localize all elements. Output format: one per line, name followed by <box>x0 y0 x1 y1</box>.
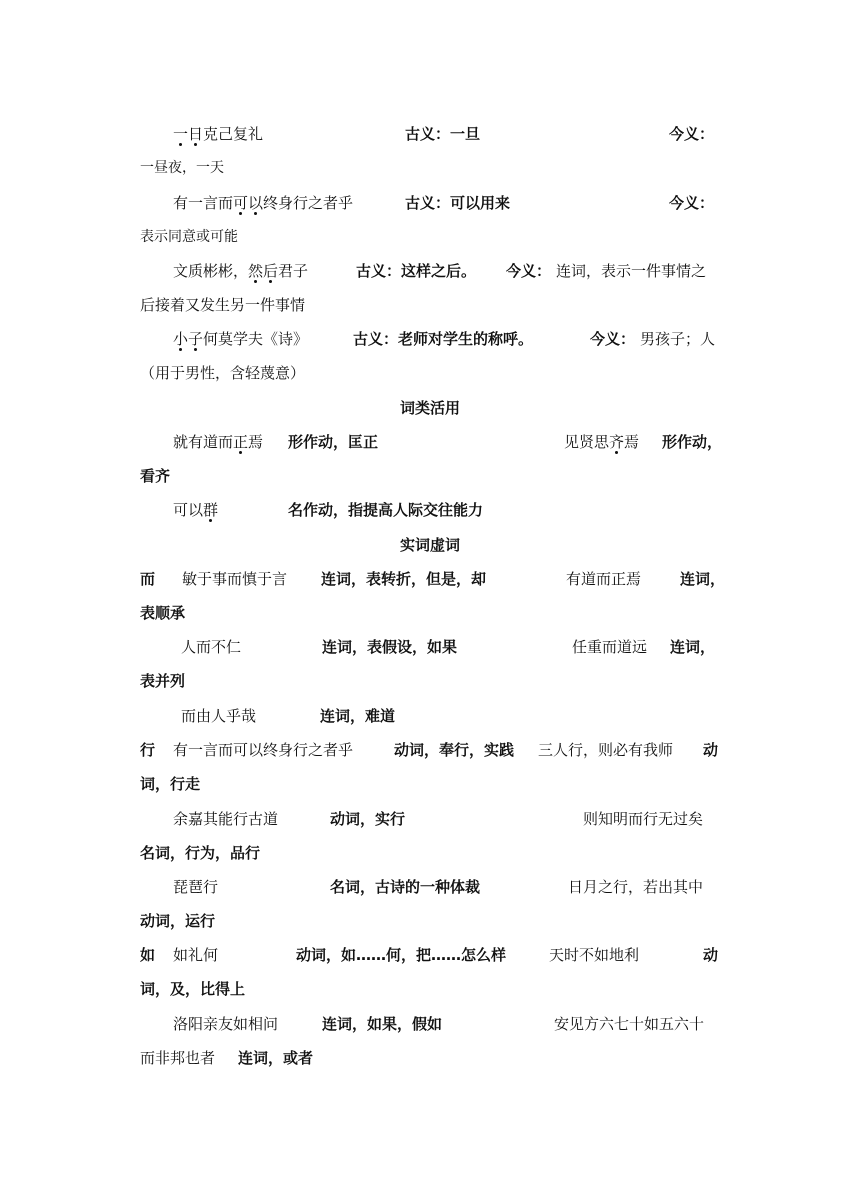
line-14 <box>140 634 720 660</box>
line-2 <box>140 155 720 181</box>
new-meaning-label: 今义： <box>590 330 636 348</box>
gloss-cont: 看齐 <box>140 467 171 485</box>
line-1 <box>140 121 720 147</box>
example-text: 就有道而正焉 <box>173 429 263 455</box>
example-text-2: 见贤思齐焉 <box>564 429 639 455</box>
new-meaning-text: （用于男性，含轻蔑意） <box>140 364 306 382</box>
gloss: 名词，古诗的一种体裁 <box>330 878 481 896</box>
gloss-cont: 表顺承 <box>140 604 186 622</box>
old-meaning: 古义：老师对学生的称呼。 <box>353 330 534 348</box>
new-meaning-label: 今义： <box>669 125 715 143</box>
line-11 <box>140 497 720 523</box>
example-text: 人而不仁 <box>181 638 242 656</box>
line-18 <box>140 771 720 797</box>
heading-content-function-words: 实词虚词 <box>399 536 460 554</box>
old-meaning: 古义：可以用来 <box>405 194 511 212</box>
line-3 <box>140 190 720 216</box>
example-text: 敏于事而慎于言 <box>182 570 288 588</box>
line-17 <box>140 737 720 763</box>
line-10 <box>140 463 720 489</box>
line-8 <box>140 360 720 386</box>
line-4 <box>140 224 720 250</box>
example-text: 可以群 <box>173 497 218 523</box>
new-meaning-text: 一昼夜，一天 <box>140 160 224 176</box>
example-text: 小子何莫学夫《诗》 <box>173 326 308 352</box>
example-text: 有一言而可以终身行之者乎 <box>173 741 354 759</box>
line-9 <box>140 429 723 455</box>
example-text-2: 安见方六七十如五六十 <box>554 1015 705 1033</box>
gloss-cont: 动词，运行 <box>140 912 216 930</box>
line-20 <box>140 840 720 866</box>
gloss-cont: 词，及，比得上 <box>140 980 246 998</box>
line-26 <box>140 1045 720 1071</box>
example-text-2: 天时不如地利 <box>549 946 640 964</box>
gloss: 动词，如……何，把……怎么样 <box>296 946 507 964</box>
new-meaning-label: 今义： <box>506 262 552 280</box>
gloss: 连词，或者 <box>238 1049 314 1067</box>
gloss: 连词，如果，假如 <box>322 1015 443 1033</box>
line-24 <box>140 976 720 1002</box>
gloss: 动词，实行 <box>330 810 406 828</box>
gloss: 形作动，匡正 <box>288 433 379 451</box>
example-text: 琵琶行 <box>173 878 219 896</box>
line-19 <box>140 806 720 832</box>
gloss: 连词，表假设，如果 <box>322 638 458 656</box>
example-text-2: 任重而道远 <box>572 638 648 656</box>
line-16 <box>140 703 720 729</box>
gloss: 名作动，指提高人际交往能力 <box>288 501 484 519</box>
example-text-2: 则知明而行无过矣 <box>583 810 704 828</box>
line-6 <box>140 292 720 318</box>
gloss-2: 连词， <box>680 570 726 588</box>
line-7 <box>140 326 720 352</box>
example-text-cont: 而非邦也者 <box>140 1049 216 1067</box>
line-25 <box>140 1011 720 1037</box>
line-22 <box>140 908 720 934</box>
example-text: 洛阳亲友如相问 <box>173 1015 279 1033</box>
gloss: 动词，奉行，实践 <box>394 741 515 759</box>
section-heading <box>140 532 720 558</box>
new-meaning-text: 男孩子；人 <box>640 330 716 348</box>
gloss-2: 连词， <box>670 638 716 656</box>
section-heading <box>140 395 720 421</box>
entry-char: 行 <box>140 741 156 759</box>
example-text-2: 三人行，则必有我师 <box>538 741 674 759</box>
example-text: 而由人乎哉 <box>181 707 257 725</box>
new-meaning-label: 今义： <box>669 194 715 212</box>
example-text: 一日克己复礼 <box>173 121 263 147</box>
example-text-2: 日月之行，若出其中 <box>568 878 704 896</box>
heading-word-class-usage: 词类活用 <box>399 399 460 417</box>
new-meaning-text: 连词，表示一件事情之 <box>556 262 707 280</box>
gloss: 连词，难道 <box>320 707 396 725</box>
line-5 <box>140 258 720 284</box>
old-meaning: 古义：这样之后。 <box>356 262 477 280</box>
new-meaning-text: 表示同意或可能 <box>140 229 238 245</box>
gloss-cont: 表并列 <box>140 672 186 690</box>
gloss-cont: 名词，行为，品行 <box>140 844 261 862</box>
line-23 <box>140 942 720 968</box>
gloss-2: 动 <box>703 741 719 759</box>
line-13 <box>140 600 720 626</box>
gloss-2: 形作动， <box>662 433 723 451</box>
example-text: 余嘉其能行古道 <box>173 810 279 828</box>
line-12 <box>140 566 726 592</box>
entry-char: 而 <box>140 570 156 588</box>
new-meaning-text: 后接着又发生另一件事情 <box>140 296 306 314</box>
example-text: 有一言而可以终身行之者乎 <box>173 190 353 216</box>
gloss-2: 动 <box>703 946 719 964</box>
gloss: 连词，表转折，但是，却 <box>321 570 487 588</box>
old-meaning: 古义：一旦 <box>405 125 481 143</box>
entry-char: 如 <box>140 946 156 964</box>
example-text-2: 有道而正焉 <box>566 570 642 588</box>
line-15 <box>140 668 720 694</box>
example-text: 如礼何 <box>173 946 219 964</box>
example-text: 文质彬彬，然后君子 <box>173 258 308 284</box>
gloss-cont: 词，行走 <box>140 775 201 793</box>
line-21 <box>140 874 720 900</box>
